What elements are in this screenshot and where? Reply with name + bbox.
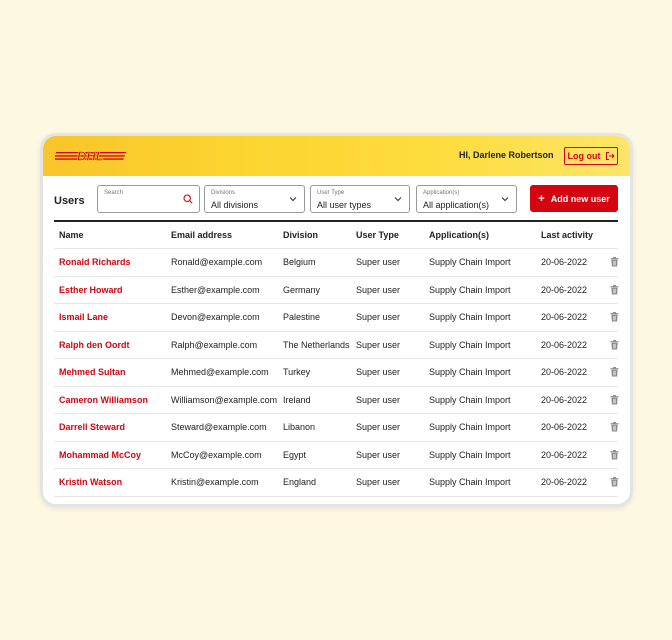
column-header-applications[interactable]: Application(s) [429, 230, 489, 240]
email-cell: Kristin@example.com [171, 477, 259, 488]
trash-icon [610, 285, 619, 295]
email-cell: Steward@example.com [171, 422, 267, 433]
applications-label: Application(s) [423, 190, 460, 196]
application-cell: Supply Chain Import [429, 312, 511, 323]
user-greeting: HI, Darlene Robertson [459, 150, 554, 160]
user-name-link[interactable]: Mehmed Sultan [59, 367, 126, 378]
table-header [54, 222, 618, 249]
division-cell: Libanon [283, 422, 316, 433]
table-row[interactable] [54, 442, 618, 470]
app-window [40, 133, 633, 507]
column-header-email[interactable]: Email address [171, 230, 233, 240]
division-cell: Egypt [283, 449, 307, 460]
last-activity-cell: 20-06-2022 [541, 394, 588, 405]
top-header [43, 136, 630, 176]
user-type-cell: Super user [356, 422, 401, 433]
user-name-link[interactable]: Ronald Richards [59, 257, 131, 268]
add-user-label: Add new user [550, 193, 610, 204]
table-row[interactable] [54, 387, 618, 415]
search-label: Search [104, 190, 124, 196]
user-type-cell: Super user [356, 284, 401, 295]
email-cell: Esther@example.com [171, 284, 260, 295]
column-header-last-activity[interactable]: Last activity [541, 230, 594, 240]
division-cell: Belgium [283, 257, 316, 268]
last-activity-cell: 20-06-2022 [541, 284, 588, 295]
table-row[interactable] [54, 359, 618, 387]
user-type-cell: Super user [356, 257, 401, 268]
last-activity-cell: 20-06-2022 [541, 477, 588, 488]
table-row[interactable] [54, 332, 618, 360]
chevron-down-icon [501, 195, 509, 203]
delete-user-button[interactable] [610, 257, 619, 267]
users-table [54, 220, 618, 497]
logout-label: Log out [567, 151, 601, 161]
trash-icon [610, 257, 619, 267]
trash-icon [610, 340, 619, 350]
trash-icon [610, 422, 619, 432]
division-cell: Ireland [283, 394, 311, 405]
email-cell: Mehmed@example.com [171, 367, 269, 378]
delete-user-button[interactable] [610, 367, 619, 377]
applications-select[interactable] [416, 185, 517, 213]
last-activity-cell: 20-06-2022 [541, 367, 588, 378]
user-type-cell: Super user [356, 477, 401, 488]
trash-icon [610, 450, 619, 460]
trash-icon [610, 312, 619, 322]
divisions-label: Divisions [211, 190, 236, 196]
last-activity-cell: 20-06-2022 [541, 257, 588, 268]
user-type-label: User Type [317, 190, 345, 196]
division-cell: Turkey [283, 367, 311, 378]
division-cell: The Netherlands [283, 339, 350, 350]
delete-user-button[interactable] [610, 312, 619, 322]
table-row[interactable] [54, 277, 618, 305]
delete-user-button[interactable] [610, 340, 619, 350]
delete-user-button[interactable] [610, 395, 619, 405]
application-cell: Supply Chain Import [429, 257, 511, 268]
search-input[interactable] [97, 185, 200, 213]
application-cell: Supply Chain Import [429, 284, 511, 295]
last-activity-cell: 20-06-2022 [541, 422, 588, 433]
user-type-cell: Super user [356, 394, 401, 405]
application-cell: Supply Chain Import [429, 422, 511, 433]
delete-user-button[interactable] [610, 477, 619, 487]
delete-user-button[interactable] [610, 422, 619, 432]
user-type-select[interactable] [310, 185, 410, 213]
user-name-link[interactable]: Mohammad McCoy [59, 449, 142, 460]
email-cell: Ronald@example.com [171, 257, 263, 268]
email-cell: Ralph@example.com [171, 339, 258, 350]
user-type-cell: Super user [356, 312, 401, 323]
user-type-cell: Super user [356, 339, 401, 350]
email-cell: Devon@example.com [171, 312, 260, 323]
svg-text:DHL: DHL [77, 148, 104, 164]
delete-user-button[interactable] [610, 450, 619, 460]
delete-user-button[interactable] [610, 285, 619, 295]
application-cell: Supply Chain Import [429, 477, 511, 488]
last-activity-cell: 20-06-2022 [541, 312, 588, 323]
table-row[interactable] [54, 414, 618, 442]
email-cell: McCoy@example.com [171, 449, 262, 460]
application-cell: Supply Chain Import [429, 367, 511, 378]
divisions-value: All divisions [211, 200, 259, 210]
trash-icon [610, 367, 619, 377]
chevron-down-icon [394, 195, 402, 203]
user-type-cell: Super user [356, 367, 401, 378]
application-cell: Supply Chain Import [429, 339, 511, 350]
user-name-link[interactable]: Cameron Williamson [59, 394, 148, 405]
user-name-link[interactable]: Ismail Lane [59, 312, 109, 323]
divisions-select[interactable] [204, 185, 305, 213]
page-title: Users [54, 195, 85, 207]
division-cell: Palestine [283, 312, 321, 323]
dhl-logo[interactable] [55, 147, 131, 165]
search-icon[interactable] [183, 194, 193, 204]
user-name-link[interactable]: Kristin Watson [59, 477, 123, 488]
division-cell: Germany [283, 284, 321, 295]
filter-toolbar [43, 176, 630, 220]
application-cell: Supply Chain Import [429, 394, 511, 405]
column-header-name[interactable]: Name [59, 230, 84, 240]
table-body [54, 249, 618, 497]
column-header-user-type[interactable]: User Type [356, 230, 399, 240]
logout-icon [605, 151, 615, 161]
trash-icon [610, 477, 619, 487]
last-activity-cell: 20-06-2022 [541, 449, 588, 460]
applications-value: All application(s) [423, 200, 490, 210]
plus-icon: + [538, 192, 545, 205]
trash-icon [610, 395, 619, 405]
column-header-division[interactable]: Division [283, 230, 319, 240]
user-type-cell: Super user [356, 449, 401, 460]
application-cell: Supply Chain Import [429, 449, 511, 460]
division-cell: England [283, 477, 317, 488]
table-row[interactable] [54, 304, 618, 332]
last-activity-cell: 20-06-2022 [541, 339, 588, 350]
user-type-value: All user types [317, 200, 372, 210]
user-name-link[interactable]: Ralph den Oordt [59, 339, 130, 350]
logout-button[interactable] [564, 147, 618, 165]
add-user-button[interactable] [530, 185, 618, 212]
email-cell: Williamson@example.com [171, 394, 278, 405]
table-row[interactable] [54, 469, 618, 497]
table-row[interactable] [54, 249, 618, 277]
user-name-link[interactable]: Esther Howard [59, 284, 123, 295]
user-name-link[interactable]: Darrell Steward [59, 422, 126, 433]
chevron-down-icon [289, 195, 297, 203]
